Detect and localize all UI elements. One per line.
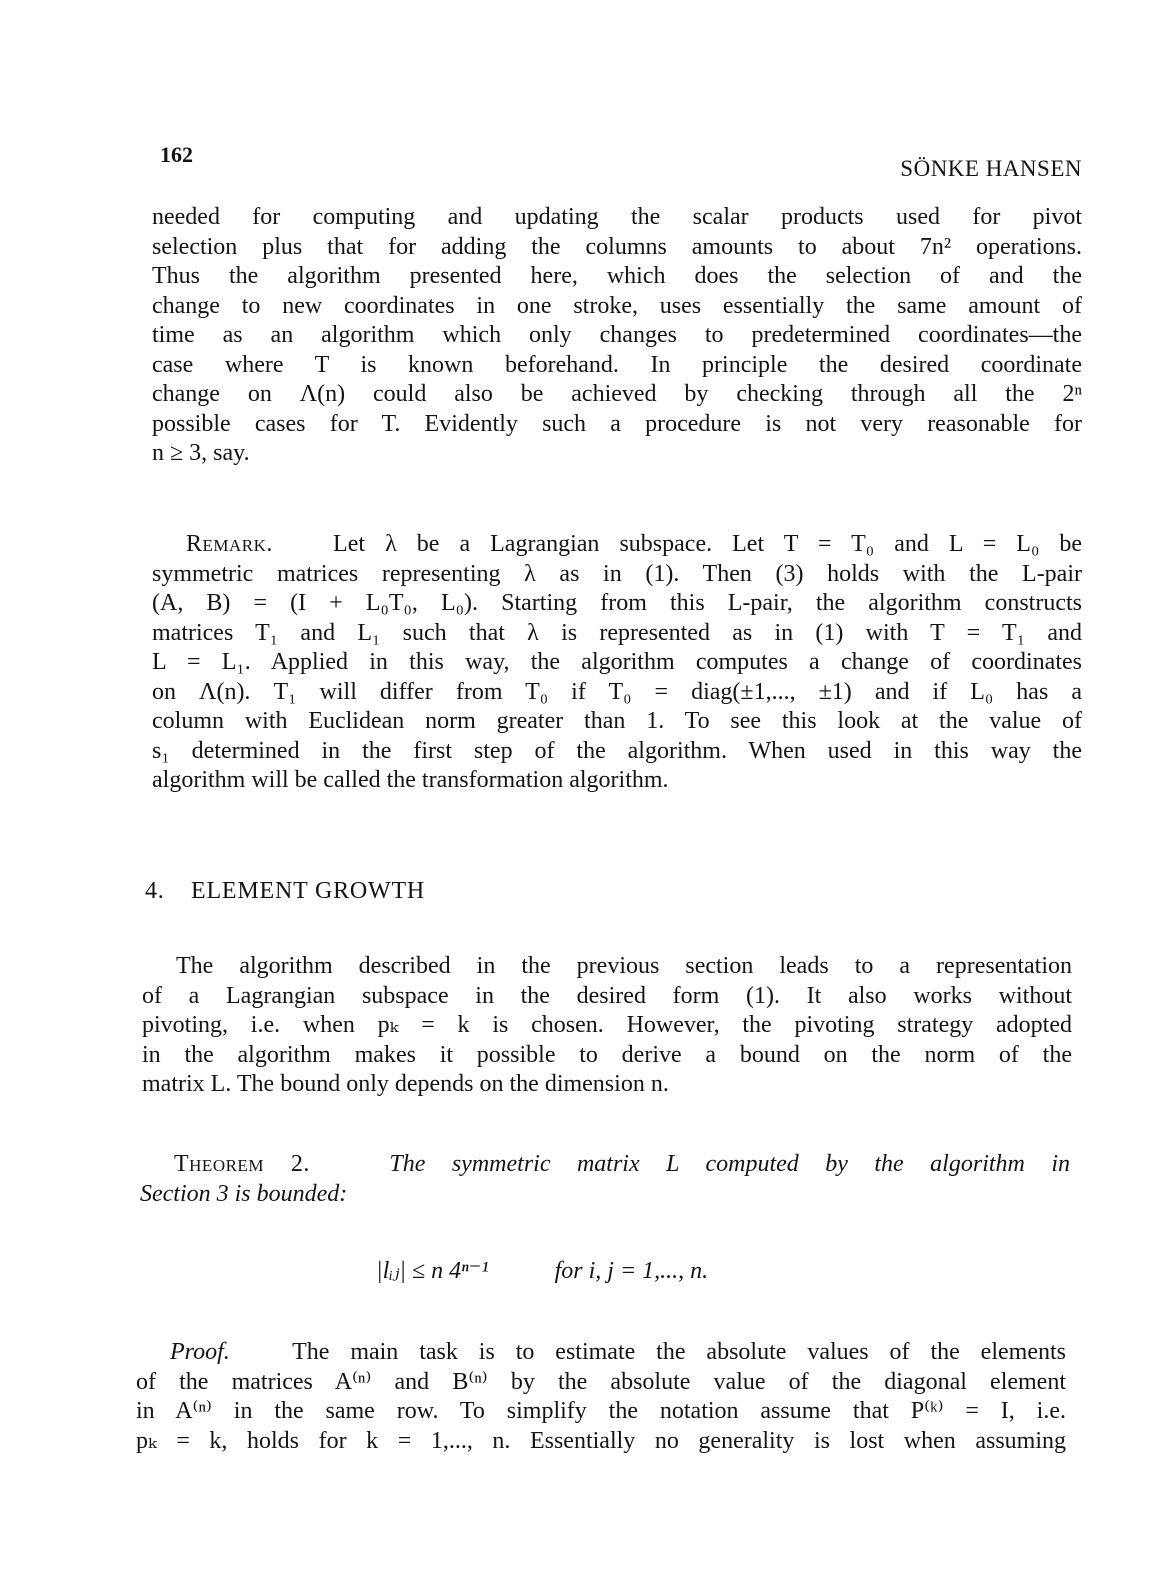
text-line: change to new coordinates in one stroke, uses essentially the same amount of [152,292,1082,319]
section-heading [145,878,425,905]
section-title: ELEMENT GROWTH [191,878,426,904]
text-line: Section 3 is bounded: [140,1180,348,1207]
text-line: of the matrices A⁽ⁿ⁾ and B⁽ⁿ⁾ by the absolute value of the diagonal element [136,1368,1066,1395]
equation-lhs: |lᵢⱼ| ≤ n 4ⁿ⁻¹ [376,1258,489,1284]
proof-paragraph [136,1338,1066,1456]
text-line: of a Lagrangian subspace in the desired form (1). It also works without [142,982,1072,1009]
proof-first-line [136,1338,1066,1368]
text-line: algorithm will be called the transformation algorithm. [152,767,669,793]
text-line: pivoting, i.e. when pₖ = k is chosen. However, the pivoting strategy adopted [142,1012,1072,1038]
remark-first-line-text: Let λ be a Lagrangian subspace. Let T = T₀ and L = L₀ be [333,531,1083,557]
proof-first-line-text: The main task is to estimate the absolute values of the elements [292,1339,1066,1365]
text-line: needed for computing and updating the scalar products used for pivot [152,204,1082,230]
equation-rhs: for i, j = 1,..., n. [554,1258,709,1284]
text-line: change on Λ(n) could also be achieved by checking through all the 2ⁿ [152,381,1082,407]
running-head: SÖNKE HANSEN [900,156,1082,181]
text-line: Thus the algorithm presented here, which does the selection of and the [152,263,1082,289]
text-line: pₖ = k, holds for k = 1,..., n. Essentially no generality is lost when assuming [136,1427,1066,1454]
theorem-paragraph [140,1150,1070,1209]
text-line: on Λ(n). T₁ will differ from T₀ if T₀ = diag(±1,..., ±1) and if L₀ has a [152,678,1082,705]
section-intro-paragraph [142,952,1072,1100]
text-line: L = L₁. Applied in this way, the algorithm computes a change of coordinates [152,649,1082,675]
text-line: case where T is known beforehand. In principle the desired coordinate [152,351,1082,378]
text-line: column with Euclidean norm greater than 1. To see this look at the value of [152,708,1082,734]
text-line: s₁ determined in the first step of the algorithm. When used in this way the [152,737,1082,764]
theorem-first-line [140,1150,1070,1180]
text-line: selection plus that for adding the columns amounts to about 7n² operations. [152,233,1082,260]
remark-label: Remark. [186,531,273,557]
text-line: n ≥ 3, say. [152,440,250,466]
text-line: matrices T₁ and L₁ such that λ is represented as in (1) with T = T₁ and [152,619,1082,646]
page-number: 162 [160,142,193,167]
text-line: (A, B) = (I + L₀T₀, L₀). Starting from this L-pair, the algorithm constructs [152,590,1082,616]
text-line: in A⁽ⁿ⁾ in the same row. To simplify the notation assume that P⁽ᵏ⁾ = I, i.e. [136,1398,1066,1424]
paragraph-continuation [152,203,1082,469]
text-line: possible cases for T. Evidently such a procedure is not very reasonable for [152,410,1082,437]
bound-equation [376,1256,708,1285]
section-number: 4. [145,878,165,904]
text-line: in the algorithm makes it possible to derive a bound on the norm of the [142,1041,1072,1068]
text-line: matrix L. The bound only depends on the dimension n. [142,1071,669,1097]
text-line: time as an algorithm which only changes to predetermined coordinates—the [152,322,1082,348]
theorem-label: Theorem 2. [174,1151,310,1177]
text-line: symmetric matrices representing λ as in (1). Then (3) holds with the L-pair [152,560,1082,587]
proof-label: Proof. [170,1339,230,1365]
theorem-statement: The symmetric matrix L computed by the algorithm in [389,1151,1071,1177]
remark-paragraph [152,530,1082,796]
remark-first-line [152,530,1082,560]
text-line: The algorithm described in the previous section leads to a representation [176,953,1072,979]
